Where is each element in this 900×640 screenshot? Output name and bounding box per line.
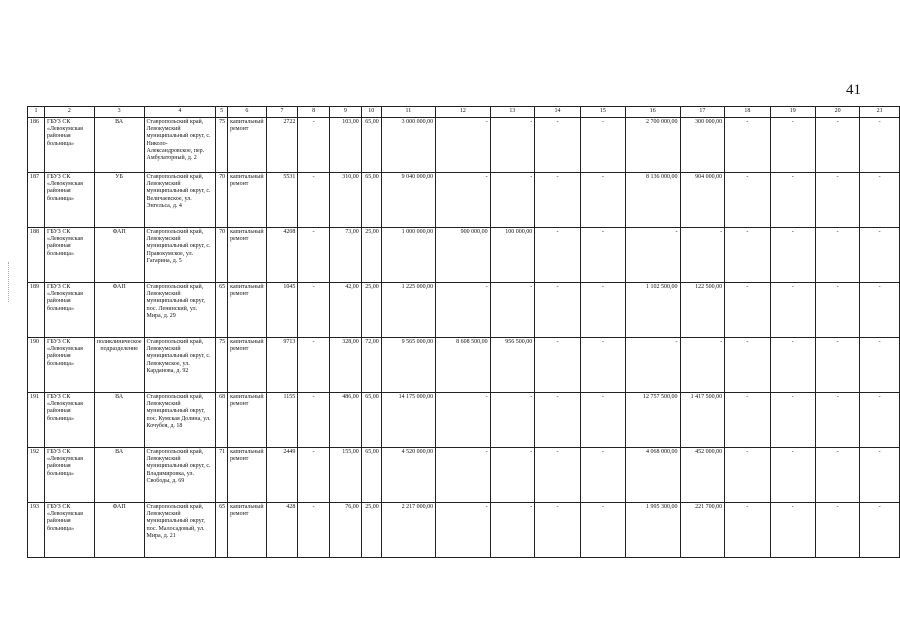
table-cell: ГБУЗ СК «Левокумская районная больница» [44, 448, 94, 503]
table-cell: 2 700 000,00 [626, 118, 680, 173]
table-cell: ГБУЗ СК «Левокумская районная больница» [44, 118, 94, 173]
table-cell: 75 [216, 118, 228, 173]
table-row [28, 448, 900, 503]
table-cell: - [770, 118, 815, 173]
table-cell: Ставропольский край, Левокумский муниципальный округ, с. Правокумское, ул. Гагарина, д. 5 [144, 228, 216, 283]
table-cell: ГБУЗ СК «Левокумская районная больница» [44, 503, 94, 558]
table-cell: - [815, 503, 859, 558]
table-cell: 12 757 500,00 [626, 393, 680, 448]
column-header-18: 18 [725, 107, 770, 118]
table-cell: 65,00 [361, 393, 381, 448]
column-header-13: 13 [490, 107, 535, 118]
table-cell: 221 700,00 [680, 503, 725, 558]
table-cell: - [436, 393, 490, 448]
table-cell: - [725, 283, 770, 338]
table-cell: 187 [28, 173, 45, 228]
table-cell: 2 217 000,00 [381, 503, 435, 558]
table-cell: 4 520 000,00 [381, 448, 435, 503]
table-cell: 9 040 000,00 [381, 173, 435, 228]
table-cell: - [436, 503, 490, 558]
table-cell: поликлиническое подразделение [94, 338, 144, 393]
table-cell: капитальный ремонт [228, 393, 266, 448]
table-cell: - [580, 503, 625, 558]
table-cell: Ставропольский край, Левокумский муниципальный округ, пос. Ленинский, ул. Мира, д. 29 [144, 283, 216, 338]
table-cell: 25,00 [361, 283, 381, 338]
column-header-16: 16 [626, 107, 680, 118]
table-cell: ГБУЗ СК «Левокумская районная больница» [44, 173, 94, 228]
table-cell: 100 000,00 [490, 228, 535, 283]
table-cell: 4 068 000,00 [626, 448, 680, 503]
table-cell: 188 [28, 228, 45, 283]
table-cell: - [298, 173, 330, 228]
table-cell: - [535, 393, 580, 448]
table-cell: 25,00 [361, 503, 381, 558]
table-cell: - [680, 228, 725, 283]
page-number: 41 [846, 82, 861, 98]
table-cell: 72,00 [361, 338, 381, 393]
table-cell: 122 500,00 [680, 283, 725, 338]
column-header-2: 2 [44, 107, 94, 118]
column-header-3: 3 [94, 107, 144, 118]
table-row [28, 173, 900, 228]
table-cell: капитальный ремонт [228, 503, 266, 558]
table-cell: - [626, 338, 680, 393]
table-cell: - [860, 283, 900, 338]
table-cell: ФАП [94, 283, 144, 338]
table-cell: - [815, 338, 859, 393]
table-cell: 76,00 [329, 503, 361, 558]
table-cell: - [580, 338, 625, 393]
table-cell: - [298, 118, 330, 173]
table-cell: - [725, 338, 770, 393]
table-cell: капитальный ремонт [228, 283, 266, 338]
table-cell: ГБУЗ СК «Левокумская районная больница» [44, 338, 94, 393]
table-cell: - [298, 503, 330, 558]
table-cell: 9 565 000,00 [381, 338, 435, 393]
table-cell: - [580, 283, 625, 338]
table-cell: Ставропольский край, Левокумский муниципальный округ, с. Величаевское, ул. Энгельса, д. 4 [144, 173, 216, 228]
column-header-20: 20 [815, 107, 859, 118]
table-cell: - [770, 448, 815, 503]
table-row [28, 228, 900, 283]
table-cell: 2722 [266, 118, 298, 173]
table-cell: - [490, 118, 535, 173]
table-cell: 486,00 [329, 393, 361, 448]
table-cell: - [490, 503, 535, 558]
table-cell: 190 [28, 338, 45, 393]
table-cell: 189 [28, 283, 45, 338]
table-cell: 900 000,00 [436, 228, 490, 283]
table-cell: - [580, 448, 625, 503]
table-cell: - [535, 448, 580, 503]
column-header-6: 6 [228, 107, 266, 118]
table-cell: - [490, 393, 535, 448]
column-header-1: 1 [28, 107, 45, 118]
table-cell: - [860, 228, 900, 283]
column-header-19: 19 [770, 107, 815, 118]
table-cell: - [298, 283, 330, 338]
table-cell: 70 [216, 228, 228, 283]
column-header-17: 17 [680, 107, 725, 118]
table-cell: 5531 [266, 173, 298, 228]
table-cell: - [860, 118, 900, 173]
column-header-9: 9 [329, 107, 361, 118]
table-cell: - [860, 448, 900, 503]
table-cell: 193 [28, 503, 45, 558]
table-cell: - [490, 448, 535, 503]
table-cell: - [436, 118, 490, 173]
table-cell: 328,00 [329, 338, 361, 393]
table-cell: 75 [216, 338, 228, 393]
table-cell: - [535, 283, 580, 338]
table-row [28, 393, 900, 448]
table-cell: 191 [28, 393, 45, 448]
scan-artifact [8, 262, 10, 302]
table-cell: - [815, 173, 859, 228]
table-cell: 73,00 [329, 228, 361, 283]
table-cell: 65,00 [361, 173, 381, 228]
column-header-10: 10 [361, 107, 381, 118]
table-cell: ГБУЗ СК «Левокумская районная больница» [44, 283, 94, 338]
table-cell: - [436, 448, 490, 503]
table-cell: - [580, 173, 625, 228]
facilities-table [27, 106, 900, 558]
table-cell: - [815, 283, 859, 338]
table-cell: 65,00 [361, 118, 381, 173]
table-cell: - [626, 228, 680, 283]
table-cell: 1155 [266, 393, 298, 448]
table-cell: капитальный ремонт [228, 118, 266, 173]
table-cell: 1045 [266, 283, 298, 338]
table-cell: 300 000,00 [680, 118, 725, 173]
column-header-11: 11 [381, 107, 435, 118]
table-cell: 8 608 500,00 [436, 338, 490, 393]
table-cell: - [535, 173, 580, 228]
table-cell: 103,00 [329, 118, 361, 173]
table-cell: 956 500,00 [490, 338, 535, 393]
table-cell: - [580, 393, 625, 448]
table-cell: ВА [94, 118, 144, 173]
column-header-12: 12 [436, 107, 490, 118]
table-cell: 3 000 000,00 [381, 118, 435, 173]
table-cell: - [725, 448, 770, 503]
table-cell: - [298, 393, 330, 448]
table-cell: 14 175 000,00 [381, 393, 435, 448]
table-cell: 186 [28, 118, 45, 173]
table-cell: - [298, 338, 330, 393]
column-header-14: 14 [535, 107, 580, 118]
table-cell: 4208 [266, 228, 298, 283]
table-cell: Ставропольский край, Левокумский муниципальный округ, с. Левокумское, ул. Карданова, д. 92 [144, 338, 216, 393]
table-cell: - [580, 228, 625, 283]
table-cell: - [680, 338, 725, 393]
facilities-table-wrapper [27, 106, 900, 558]
table-row [28, 283, 900, 338]
table-cell: 1 225 000,00 [381, 283, 435, 338]
column-header-4: 4 [144, 107, 216, 118]
table-cell: - [770, 173, 815, 228]
table-cell: Ставропольский край, Левокумский муниципальный округ, с. Владимировка, ул. Свободы, д. 69 [144, 448, 216, 503]
table-cell: - [815, 118, 859, 173]
table-cell: капитальный ремонт [228, 338, 266, 393]
table-cell: 1 102 500,00 [626, 283, 680, 338]
table-cell: 42,00 [329, 283, 361, 338]
column-header-5: 5 [216, 107, 228, 118]
table-cell: - [298, 448, 330, 503]
table-cell: капитальный ремонт [228, 228, 266, 283]
column-header-15: 15 [580, 107, 625, 118]
table-cell: - [436, 283, 490, 338]
table-cell: - [436, 173, 490, 228]
table-cell: ВА [94, 393, 144, 448]
table-row [28, 118, 900, 173]
table-cell: 65 [216, 503, 228, 558]
table-cell: капитальный ремонт [228, 173, 266, 228]
table-cell: - [725, 118, 770, 173]
table-cell: 9713 [266, 338, 298, 393]
table-cell: - [770, 338, 815, 393]
table-cell: 904 000,00 [680, 173, 725, 228]
table-cell: - [298, 228, 330, 283]
table-cell: - [860, 503, 900, 558]
table-cell: ФАП [94, 228, 144, 283]
table-cell: - [770, 283, 815, 338]
column-number-header [28, 107, 900, 118]
table-cell: - [770, 503, 815, 558]
table-cell: - [770, 393, 815, 448]
table-cell: 310,00 [329, 173, 361, 228]
table-row [28, 338, 900, 393]
table-cell: - [815, 448, 859, 503]
table-cell: - [725, 393, 770, 448]
table-cell: капитальный ремонт [228, 448, 266, 503]
table-cell: 1 000 000,00 [381, 228, 435, 283]
table-cell: - [815, 228, 859, 283]
table-cell: - [725, 228, 770, 283]
table-cell: 155,00 [329, 448, 361, 503]
table-cell: - [815, 393, 859, 448]
table-cell: - [535, 118, 580, 173]
table-cell: - [580, 118, 625, 173]
table-cell: Ставропольский край, Левокумский муниципальный округ, пос. Малосадовый, ул. Мира, д. 21 [144, 503, 216, 558]
table-cell: - [725, 173, 770, 228]
table-cell: 70 [216, 173, 228, 228]
table-cell: 71 [216, 448, 228, 503]
table-cell: ГБУЗ СК «Левокумская районная больница» [44, 393, 94, 448]
column-header-21: 21 [860, 107, 900, 118]
table-cell: УБ [94, 173, 144, 228]
table-cell: 65 [216, 283, 228, 338]
table-cell: - [490, 283, 535, 338]
table-cell: 65,00 [361, 448, 381, 503]
table-cell: - [490, 173, 535, 228]
column-header-8: 8 [298, 107, 330, 118]
table-cell: - [860, 173, 900, 228]
table-cell: Ставропольский край, Левокумский муниципальный округ, с. Николо-Александровское, пер. Амбулаторный, д. 2 [144, 118, 216, 173]
table-cell: ФАП [94, 503, 144, 558]
table-cell: - [860, 393, 900, 448]
table-cell: - [770, 228, 815, 283]
table-cell: 192 [28, 448, 45, 503]
table-cell: 25,00 [361, 228, 381, 283]
table-cell: ВА [94, 448, 144, 503]
table-cell: - [535, 503, 580, 558]
table-cell: - [725, 503, 770, 558]
table-cell: ГБУЗ СК «Левокумская районная больница» [44, 228, 94, 283]
table-cell: 1 995 300,00 [626, 503, 680, 558]
table-row [28, 503, 900, 558]
table-cell: 1 417 500,00 [680, 393, 725, 448]
table-cell: - [535, 338, 580, 393]
table-cell: 452 000,00 [680, 448, 725, 503]
table-cell: 68 [216, 393, 228, 448]
table-cell: 428 [266, 503, 298, 558]
table-cell: 8 136 000,00 [626, 173, 680, 228]
table-cell: - [860, 338, 900, 393]
table-cell: 2449 [266, 448, 298, 503]
table-cell: - [535, 228, 580, 283]
table-cell: Ставропольский край, Левокумский муниципальный округ, пос. Кумская Долина, ул. Кочубея, д. 18 [144, 393, 216, 448]
column-header-7: 7 [266, 107, 298, 118]
